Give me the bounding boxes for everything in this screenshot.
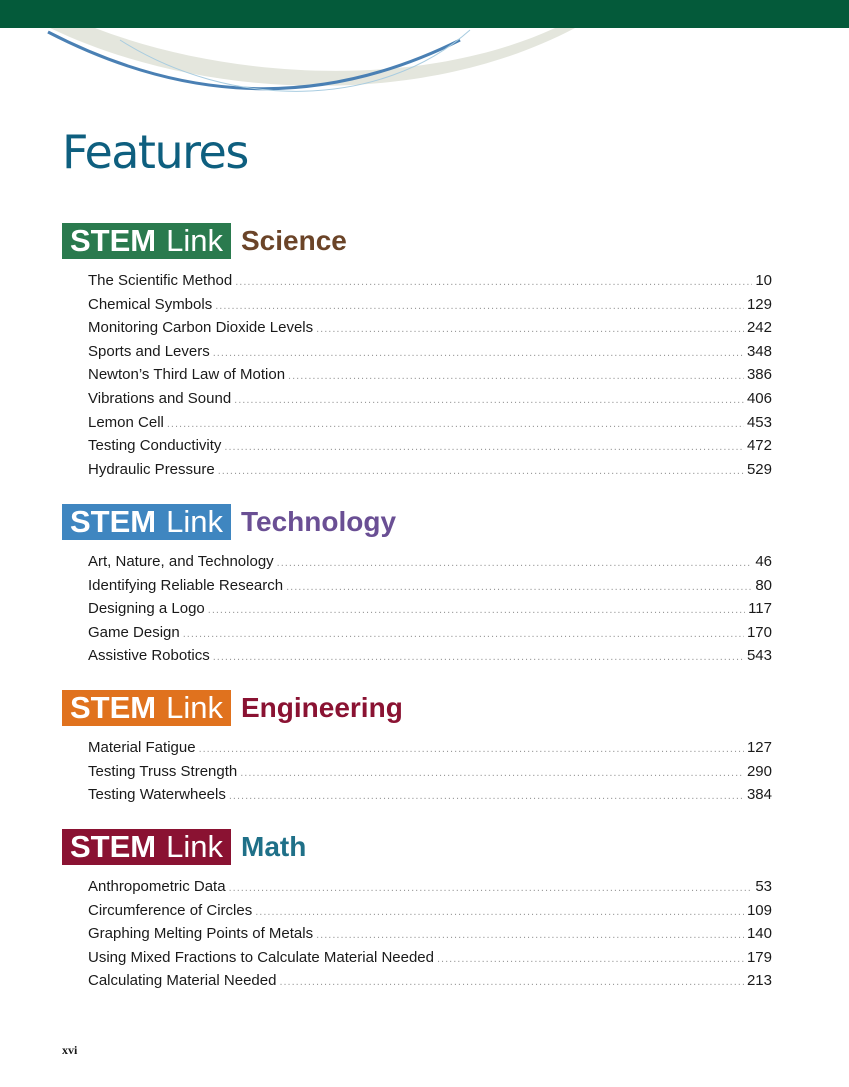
entry-page-number: 453 xyxy=(746,413,772,431)
section-label: Technology xyxy=(241,506,397,537)
section-header xyxy=(62,690,772,726)
dot-leader xyxy=(234,389,744,413)
entry-title: Hydraulic Pressure xyxy=(88,460,215,478)
badge-stem-text: STEM xyxy=(70,829,157,864)
entry-title: Vibrations and Sound xyxy=(88,389,232,407)
dot-leader xyxy=(224,436,744,460)
header-swoosh-decoration xyxy=(0,0,849,120)
section-science xyxy=(62,223,772,481)
entry-page-number: 290 xyxy=(746,762,772,780)
dot-leader xyxy=(279,971,744,995)
entry-title: Anthropometric Data xyxy=(88,878,226,895)
dot-leader xyxy=(437,948,744,972)
entry-page-number: 80 xyxy=(755,576,772,594)
feature-entry[interactable] xyxy=(88,736,772,760)
entry-title: Assistive Robotics xyxy=(88,647,210,665)
section-header xyxy=(62,829,772,865)
feature-list xyxy=(62,269,772,481)
entry-page-number: 472 xyxy=(746,437,772,455)
section-label: Math xyxy=(241,831,307,862)
entry-page-number: 117 xyxy=(748,600,772,618)
feature-entry[interactable] xyxy=(88,550,772,574)
dot-leader xyxy=(277,552,753,576)
dot-leader xyxy=(240,762,744,786)
feature-entry[interactable] xyxy=(88,760,772,784)
section-engineering xyxy=(62,690,772,807)
badge-link-text: Link xyxy=(166,690,223,725)
entry-title: Art, Nature, and Technology xyxy=(88,553,274,570)
feature-entry[interactable] xyxy=(88,875,772,899)
dot-leader xyxy=(288,365,744,389)
stem-link-badge xyxy=(62,690,231,726)
dot-leader xyxy=(208,599,745,623)
page-title: Features xyxy=(62,125,248,179)
entry-page-number: 127 xyxy=(746,739,772,756)
entry-page-number: 10 xyxy=(755,272,772,289)
entry-page-number: 53 xyxy=(755,878,772,895)
badge-link-text: Link xyxy=(166,223,223,258)
dot-leader xyxy=(316,924,744,948)
feature-entry[interactable] xyxy=(88,458,772,482)
dot-leader xyxy=(235,271,752,295)
entry-page-number: 46 xyxy=(755,553,772,570)
entry-title: Calculating Material Needed xyxy=(88,972,277,990)
entry-page-number: 170 xyxy=(746,623,772,641)
entry-title: Lemon Cell xyxy=(88,413,164,431)
badge-stem-text: STEM xyxy=(70,504,157,539)
feature-entry[interactable] xyxy=(88,899,772,923)
entry-title: Using Mixed Fractions to Calculate Material Needed xyxy=(88,948,434,966)
dot-leader xyxy=(213,342,744,366)
dot-leader xyxy=(199,738,744,762)
entry-title: Testing Waterwheels xyxy=(88,786,226,804)
entry-title: Testing Truss Strength xyxy=(88,762,238,780)
feature-entry[interactable] xyxy=(88,411,772,435)
feature-entry[interactable] xyxy=(88,316,772,340)
entry-page-number: 213 xyxy=(746,972,772,990)
entry-title: Sports and Levers xyxy=(88,342,210,360)
dot-leader xyxy=(229,877,753,901)
section-label: Science xyxy=(241,225,347,256)
dot-leader xyxy=(218,460,744,484)
section-technology xyxy=(62,504,772,668)
entry-title: Designing a Logo xyxy=(88,600,205,618)
feature-list xyxy=(62,550,772,668)
feature-entry[interactable] xyxy=(88,922,772,946)
entry-title: Testing Conductivity xyxy=(88,437,222,455)
entry-title: Material Fatigue xyxy=(88,739,196,756)
entry-page-number: 179 xyxy=(746,948,772,966)
feature-entry[interactable] xyxy=(88,434,772,458)
feature-entry[interactable] xyxy=(88,597,772,621)
feature-entry[interactable] xyxy=(88,621,772,645)
entry-page-number: 543 xyxy=(746,647,772,665)
feature-list xyxy=(62,875,772,993)
dot-leader xyxy=(255,901,744,925)
entry-title: Monitoring Carbon Dioxide Levels xyxy=(88,319,314,337)
entry-page-number: 242 xyxy=(746,319,772,337)
stem-link-badge xyxy=(62,829,231,865)
dot-leader xyxy=(215,295,744,319)
entry-title: Graphing Melting Points of Metals xyxy=(88,925,314,943)
stem-link-badge xyxy=(62,223,231,259)
feature-list xyxy=(62,736,772,807)
entry-title: Identifying Reliable Research xyxy=(88,576,284,594)
section-header xyxy=(62,223,772,259)
feature-entry[interactable] xyxy=(88,387,772,411)
section-header xyxy=(62,504,772,540)
feature-entry[interactable] xyxy=(88,644,772,668)
entry-page-number: 384 xyxy=(746,786,772,804)
dot-leader xyxy=(286,576,752,600)
entry-title: Circumference of Circles xyxy=(88,901,253,919)
feature-entry[interactable] xyxy=(88,293,772,317)
dot-leader xyxy=(316,318,744,342)
swoosh-light-band xyxy=(50,28,575,86)
page-number: xvi xyxy=(62,1043,78,1057)
entry-title: The Scientific Method xyxy=(88,272,233,289)
dot-leader xyxy=(213,646,744,670)
badge-stem-text: STEM xyxy=(70,223,157,258)
entry-page-number: 140 xyxy=(746,925,772,943)
entry-title: Game Design xyxy=(88,623,180,641)
entry-title: Chemical Symbols xyxy=(88,295,213,313)
entry-page-number: 348 xyxy=(746,342,772,360)
dot-leader xyxy=(229,785,744,809)
feature-entry[interactable] xyxy=(88,783,772,807)
entry-page-number: 129 xyxy=(746,295,772,313)
section-label: Engineering xyxy=(241,692,403,723)
dot-leader xyxy=(183,623,744,647)
entry-page-number: 406 xyxy=(746,389,772,407)
feature-entry[interactable] xyxy=(88,340,772,364)
entry-title: Newton’s Third Law of Motion xyxy=(88,366,286,384)
entry-page-number: 529 xyxy=(746,460,772,478)
feature-entry[interactable] xyxy=(88,574,772,598)
feature-entry[interactable] xyxy=(88,969,772,993)
entry-page-number: 109 xyxy=(746,901,772,919)
feature-entry[interactable] xyxy=(88,363,772,387)
section-math xyxy=(62,829,772,993)
dot-leader xyxy=(167,413,744,437)
badge-link-text: Link xyxy=(166,829,223,864)
badge-link-text: Link xyxy=(166,504,223,539)
feature-entry[interactable] xyxy=(88,946,772,970)
stem-link-badge xyxy=(62,504,231,540)
feature-entry[interactable] xyxy=(88,269,772,293)
badge-stem-text: STEM xyxy=(70,690,157,725)
entry-page-number: 386 xyxy=(746,366,772,384)
